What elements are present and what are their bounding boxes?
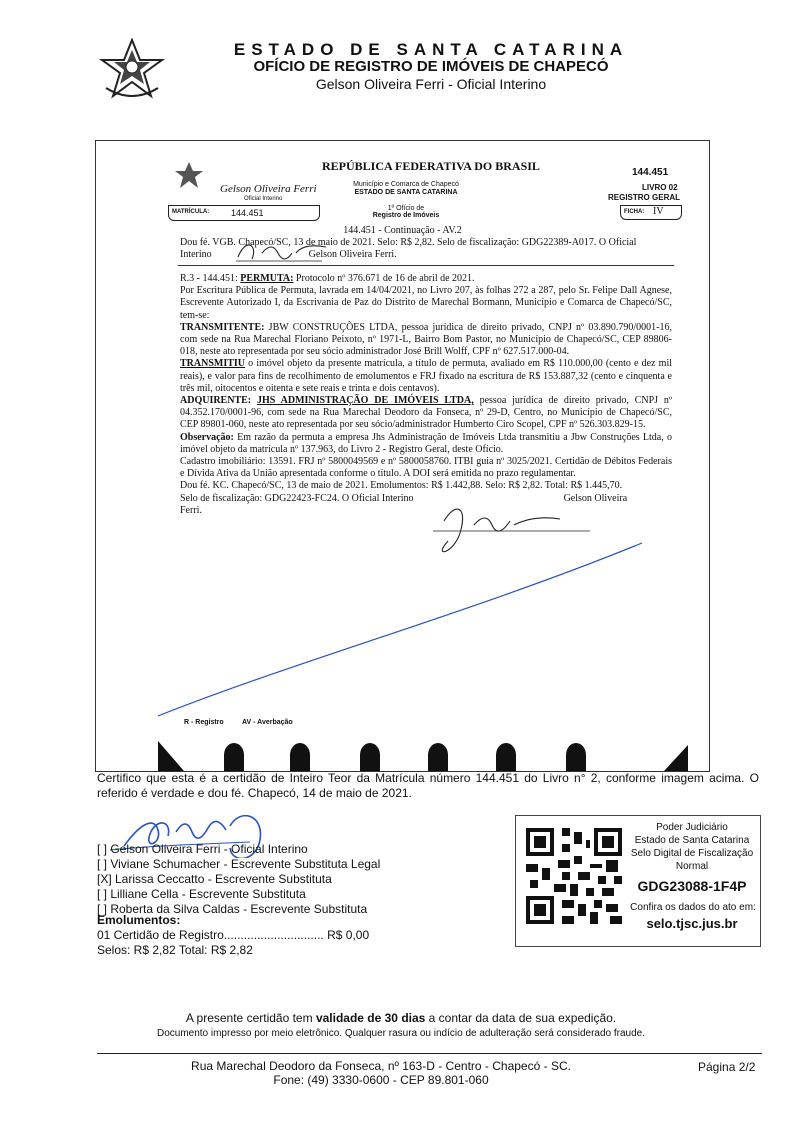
- signatory: [X] Larissa Ceccatto - Escrevente Substituta: [97, 872, 332, 886]
- seal-line4: Normal: [675, 861, 709, 872]
- footer-divider: [97, 1053, 762, 1054]
- signatory: [ ] Lilliane Cella - Escrevente Substituta: [97, 887, 306, 901]
- emolumentos-label: Emolumentos:: [97, 913, 181, 927]
- validity-note: [0, 1011, 802, 1025]
- office-title: OFÍCIO DE REGISTRO DE IMÓVEIS DE CHAPECÓ: [253, 58, 609, 75]
- r3-protocol: Protocolo nº 376.671 de 16 de abril de 2021.: [293, 273, 475, 284]
- av2-officer: Gelson Oliveira Ferri.: [308, 249, 397, 260]
- adquirente-text: pessoa jurídica de direito privado, CNPJ nº 04.352.170/0001-96, com sede na Rua Marechal Deodoro da Fonseca, nº 29-D, Centro, no Município de Chapecó/SC, CEP 89801-060, neste ato representada por seu sócio/administrador Humberto Ciro Scopel, CPF nº 526.303.829-15.: [180, 395, 673, 431]
- continuation: 144.451 - Continuação - AV.2: [343, 225, 462, 236]
- adquirente-name: JHS ADMINISTRAÇÃO DE IMÓVEIS LTDA,: [257, 395, 474, 407]
- address-line2: Fone: (49) 3330-0600 - CEP 89.801-060: [273, 1073, 489, 1087]
- seal-code: GDG23088-1F4P: [637, 878, 747, 894]
- livro-l1: LIVRO 02: [642, 183, 678, 192]
- cadastro: Cadastro imobiliário: 13591. FRJ nº 5800049569 e nº 5800058760. ITBI guia nº 3025/2021. Certidão de Débitos Federais e Dívida Ativa da União apresentada conforme o título. A DOI será emitida no prazo regulamentar.: [180, 456, 672, 480]
- seal-line2: Estado de Santa Catarina: [634, 835, 750, 846]
- registry-sheet: [95, 140, 710, 772]
- r3-number: R.3 - 144.451:: [180, 273, 241, 284]
- transmitente-label: TRANSMITENTE:: [180, 321, 265, 333]
- obs-label: Observação:: [180, 431, 234, 443]
- livro-l2: REGISTRO GERAL: [608, 193, 681, 202]
- emolumentos-line1: 01 Certidão de Registro.............................. R$ 0,00: [97, 928, 370, 942]
- signature-strokes: [96, 141, 709, 771]
- sig-role: Oficial Interino: [244, 196, 283, 202]
- doufe-line1: Dou fé. KC. Chapecó/SC, 13 de maio de 2021. Emolumentos: R$ 1.442,88. Selo: R$ 2,82. Total: R$ 1.445,70.: [180, 480, 623, 492]
- digital-seal: [515, 815, 761, 947]
- r3-permuta: PERMUTA:: [240, 273, 294, 284]
- doufe-selo: Selo de fiscalização: GDG22423-FC24. O Oficial Interino: [180, 492, 414, 504]
- doufe-line3: Ferri.: [180, 504, 202, 516]
- certificate-text: Certifico que esta é a certidão de Inteiro Teor da Matrícula número 144.451 do Livro n° 2, conforme imagem acima. O referido é verdade e dou fé. Chapecó, 14 de maio de 2021.: [97, 771, 759, 800]
- validity-c: a contar da data de sua expedição.: [425, 1011, 617, 1025]
- oficio-l1: 1º Ofício de: [387, 205, 425, 212]
- matricula-label: MATRÍCULA:: [172, 209, 210, 215]
- binder-tabs: [96, 739, 709, 771]
- qr-code-icon[interactable]: [526, 828, 622, 924]
- p1: Por Escritura Pública de Permuta, lavrada em 14/04/2021, no Livro 207, às folhas 272 a 287, pelo Sr. Felipe Dall Agnese, Escrevente Autorizado I, da Escrivania de Paz do Distrito de Marechal Bormann, Município e Comarca de Chapecó/SC, tem-se:: [180, 285, 672, 321]
- transmitente-text: JBW CONSTRUÇÕES LTDA, pessoa jurídica de direito privado, CNPJ nº 03.890.790/0001-16, com sede na Rua Marechal Floriano Peixoto, nº 1971-L, Bairro Bom Pastor, no Município de Chapecó/SC, CEP 89806-018, neste ato representada por seu sócio administrador José Brill Wolff, CPF nº 627.517.000-04.: [180, 321, 672, 358]
- republic-title: REPÚBLICA FEDERATIVA DO BRASIL: [322, 159, 540, 173]
- validity-b: validade de 30 dias: [315, 1011, 426, 1025]
- print-note: Documento impresso por meio eletrônico. Qualquer rasura ou indício de adulteração será considerado fraude.: [156, 1028, 646, 1039]
- emolumentos: [97, 913, 369, 958]
- legend-registro: R - Registro: [184, 719, 224, 726]
- adquirente-label: ADQUIRENTE:: [180, 395, 252, 407]
- address-line1: Rua Marechal Deodoro da Fonseca, nº 163-D - Centro - Chapecó - SC.: [191, 1059, 571, 1073]
- legend-averbacao: AV - Averbação: [242, 719, 293, 726]
- municipio-l1: Município e Comarca de Chapecó: [353, 181, 459, 188]
- doufe-officer: Gelson Oliveira: [563, 492, 628, 504]
- ficha-label: FICHA:: [624, 209, 645, 215]
- transmitiu-text: o imóvel objeto da presente matrícula, a título de permuta, avaliado em R$ 110.000,00 (cento e dez mil reais), e valor para fins de recolhimento de emolumentos e FRJ fixado na escritura de R$ 153.887,32 (cento e cinquenta e três mil, oitocentos e oitenta e sete reais e trinta e dois centavos).: [180, 358, 672, 394]
- seal-line1: Poder Judiciário: [656, 822, 728, 833]
- municipio-l2: ESTADO DE SANTA CATARINA: [354, 189, 458, 196]
- seal-confirm: Confira os dados do ato em:: [630, 902, 756, 913]
- signatory: [ ] Viviane Schumacher - Escrevente Substituta Legal: [97, 857, 381, 871]
- seal-line3: Selo Digital de Fiscalização: [630, 848, 754, 859]
- ficha-value: IV: [653, 206, 664, 217]
- signatory-list: [97, 842, 380, 917]
- transmitiu-label: TRANSMITIU: [180, 358, 246, 370]
- state-title: ESTADO DE SANTA CATARINA: [233, 40, 629, 59]
- av2-interino: Interino: [180, 249, 212, 260]
- oficio-l2: Registro de Imóveis: [372, 212, 440, 219]
- validity-a: A presente certidão tem: [185, 1011, 316, 1025]
- page-number: Página 2/2: [698, 1060, 756, 1074]
- av2-line1: Dou fé. VGB. Chapecó/SC, 13 de maio de 2021. Selo: R$ 2,82. Selo de fiscalização: GDG22389-A017. O Oficial: [180, 237, 637, 248]
- signatory: [ ] Gelson Oliveira Ferri - Oficial Interino: [97, 842, 308, 856]
- number-top: 144.451: [632, 167, 669, 178]
- signatory: [ ] Roberta da Silva Caldas - Escrevente Substituta: [97, 902, 368, 916]
- obs-text: Em razão da permuta a empresa Jhs Administração de Imóveis Ltda transmitiu a Jbw Construções Ltda, o imóvel objeto da matrícula nº 137.963, do Livro 2 - Registro Geral, deste Ofício.: [180, 431, 672, 455]
- sig-name: Gelson Oliveira Ferri: [220, 183, 317, 195]
- officer-subtitle: Gelson Oliveira Ferri - Oficial Interino: [315, 76, 547, 92]
- emolumentos-line2: Selos: R$ 2,82 Total: R$ 2,82: [97, 943, 253, 957]
- matricula-value: 144.451: [231, 208, 264, 218]
- seal-site[interactable]: selo.tjsc.jus.br: [646, 916, 738, 931]
